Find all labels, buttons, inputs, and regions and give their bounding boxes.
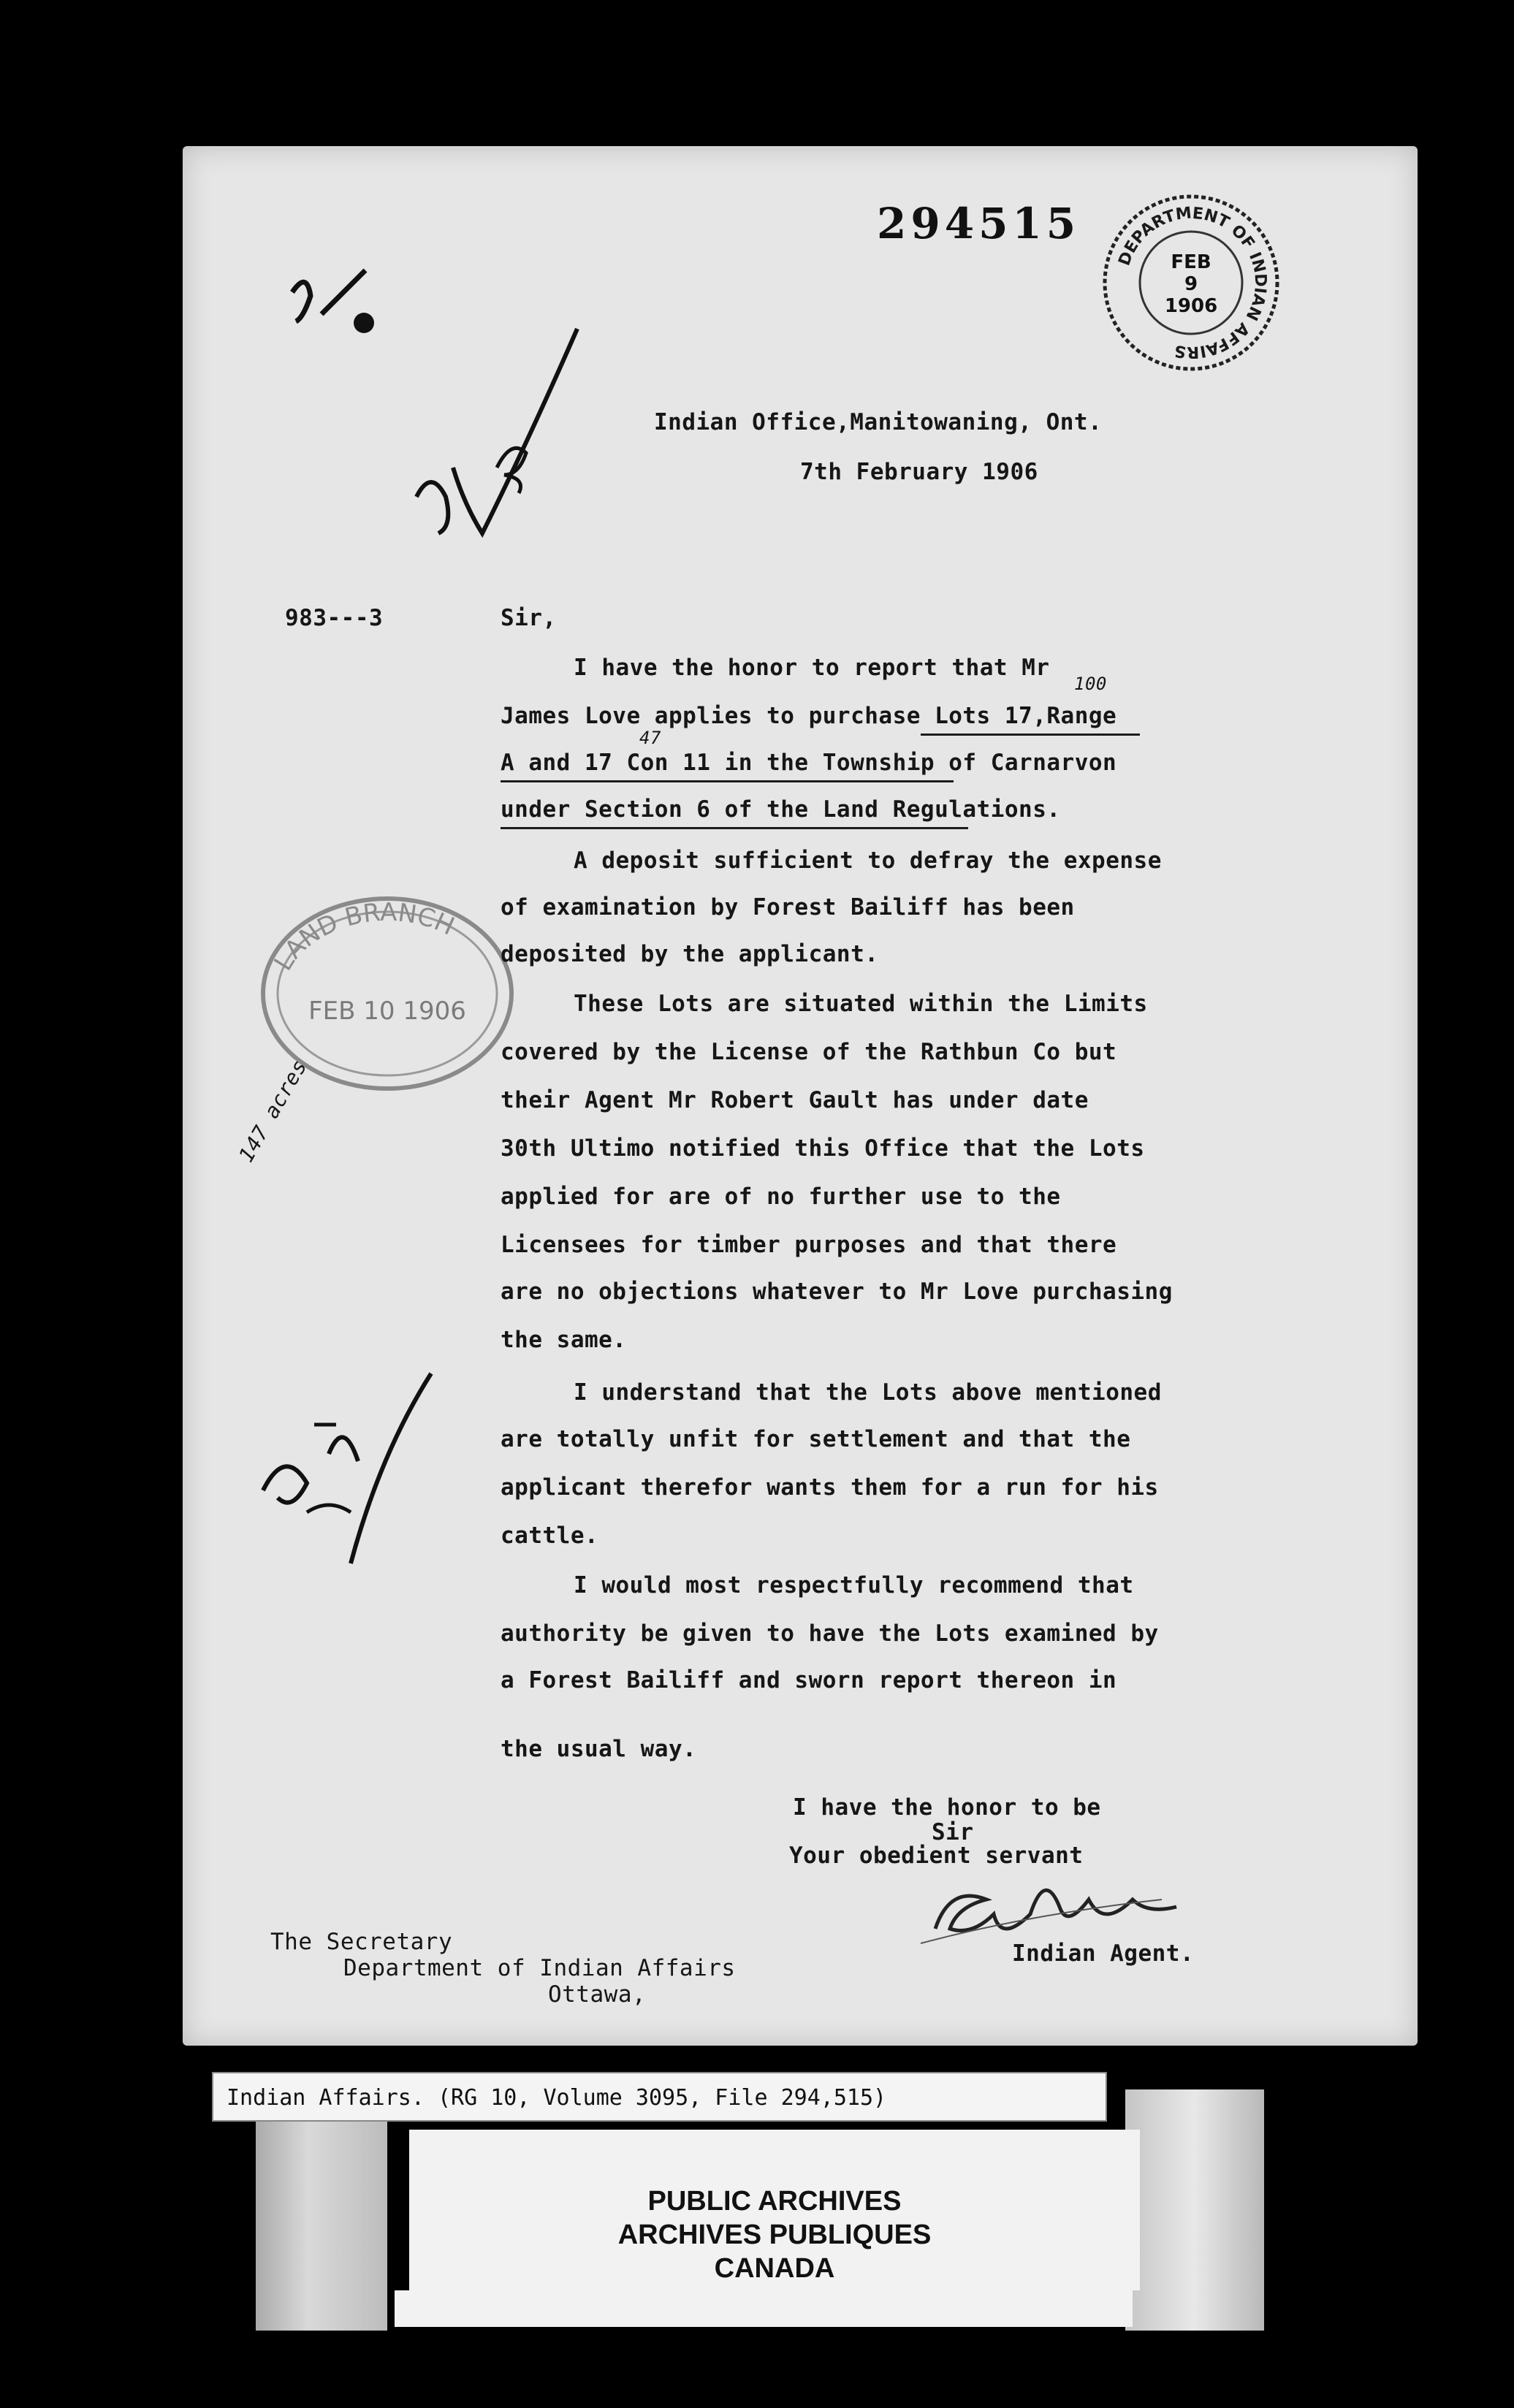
body-line: the usual way. [501, 1736, 697, 1762]
body-line: cattle. [501, 1523, 599, 1549]
handwritten-initials-middle [241, 1344, 460, 1578]
body-line: I have the honor to report that Mr [574, 655, 1050, 681]
body-line: are totally unfit for settlement and that the [501, 1426, 1131, 1452]
signature-title: Indian Agent. [1012, 1940, 1195, 1967]
handwritten-note-range: 100 [1074, 674, 1107, 694]
archive-label-line: PUBLIC ARCHIVES [647, 2186, 902, 2217]
margin-note-acres: 147 acres [234, 1055, 312, 1167]
tape-strip-right [1125, 2089, 1264, 2331]
svg-text:FEB: FEB [1171, 251, 1211, 273]
header-date: 7th February 1906 [800, 459, 1038, 485]
letter-page [183, 146, 1418, 2046]
body-line: James Love applies to purchase Lots 17,Range [501, 703, 1117, 729]
svg-text:LAND BRANCH: LAND BRANCH [268, 897, 459, 976]
archive-label [409, 2130, 1140, 2290]
svg-text:DEPARTMENT OF INDIAN AFFAIRS: DEPARTMENT OF INDIAN AFFAIRS [1115, 204, 1270, 362]
underline-township [501, 780, 954, 782]
handwritten-mark-top [270, 263, 416, 351]
body-line: applicant therefor wants them for a run for his [501, 1474, 1159, 1501]
svg-text:FEB 10 1906: FEB 10 1906 [308, 997, 466, 1026]
addressee-line: The Secretary [270, 1929, 453, 1955]
body-line: A and 17 Con 11 in the Township of Carnarvon [501, 750, 1117, 776]
body-line: are no objections whatever to Mr Love purchasing [501, 1279, 1173, 1305]
underline-section [501, 827, 968, 829]
closing-line: Sir [932, 1819, 974, 1845]
archive-label-line: CANADA [714, 2253, 835, 2284]
reference-number: 983---3 [285, 605, 384, 631]
tape-strip-left [256, 2089, 387, 2331]
body-line: a Forest Bailiff and sworn report thereon in [501, 1667, 1117, 1693]
closing-line: I have the honor to be [793, 1794, 1101, 1821]
archive-label-bottom [395, 2290, 1133, 2327]
archive-reference-label: Indian Affairs. (RG 10, Volume 3095, File 294,515) [212, 2072, 1107, 2122]
body-line: under Section 6 of the Land Regulations. [501, 796, 1061, 823]
underline-lots [921, 734, 1140, 736]
body-line: These Lots are situated within the Limits [574, 991, 1148, 1017]
handwritten-note-con: 47 [639, 728, 661, 748]
body-line: their Agent Mr Robert Gault has under date [501, 1087, 1089, 1113]
body-line: covered by the License of the Rathbun Co but [501, 1039, 1117, 1065]
body-line: deposited by the applicant. [501, 941, 879, 967]
body-line: I understand that the Lots above mentioned [574, 1379, 1162, 1406]
handwritten-initials-checkmark [402, 321, 621, 563]
department-date-stamp [1100, 191, 1282, 374]
body-line: applied for are of no further use to the [501, 1184, 1061, 1210]
archive-label-line: ARCHIVES PUBLIQUES [617, 2220, 932, 2250]
salutation: Sir, [501, 605, 557, 631]
svg-text:1906: 1906 [1164, 295, 1218, 317]
body-line: authority be given to have the Lots examined by [501, 1620, 1159, 1647]
body-line: Licensees for timber purposes and that there [501, 1232, 1117, 1258]
body-line: 30th Ultimo notified this Office that the Lots [501, 1135, 1145, 1162]
body-line: the same. [501, 1327, 627, 1353]
file-number: 294515 [877, 199, 1081, 248]
svg-text:9: 9 [1184, 273, 1198, 295]
closing-line: Your obedient servant [789, 1843, 1084, 1869]
header-place: Indian Office,Manitowaning, Ont. [654, 409, 1103, 435]
addressee-line: Ottawa, [548, 1981, 647, 2008]
body-line: I would most respectfully recommend that [574, 1572, 1134, 1599]
addressee-line: Department of Indian Affairs [343, 1955, 736, 1981]
body-line: A deposit sufficient to defray the expense [574, 847, 1162, 874]
body-line: of examination by Forest Bailiff has been [501, 894, 1075, 921]
